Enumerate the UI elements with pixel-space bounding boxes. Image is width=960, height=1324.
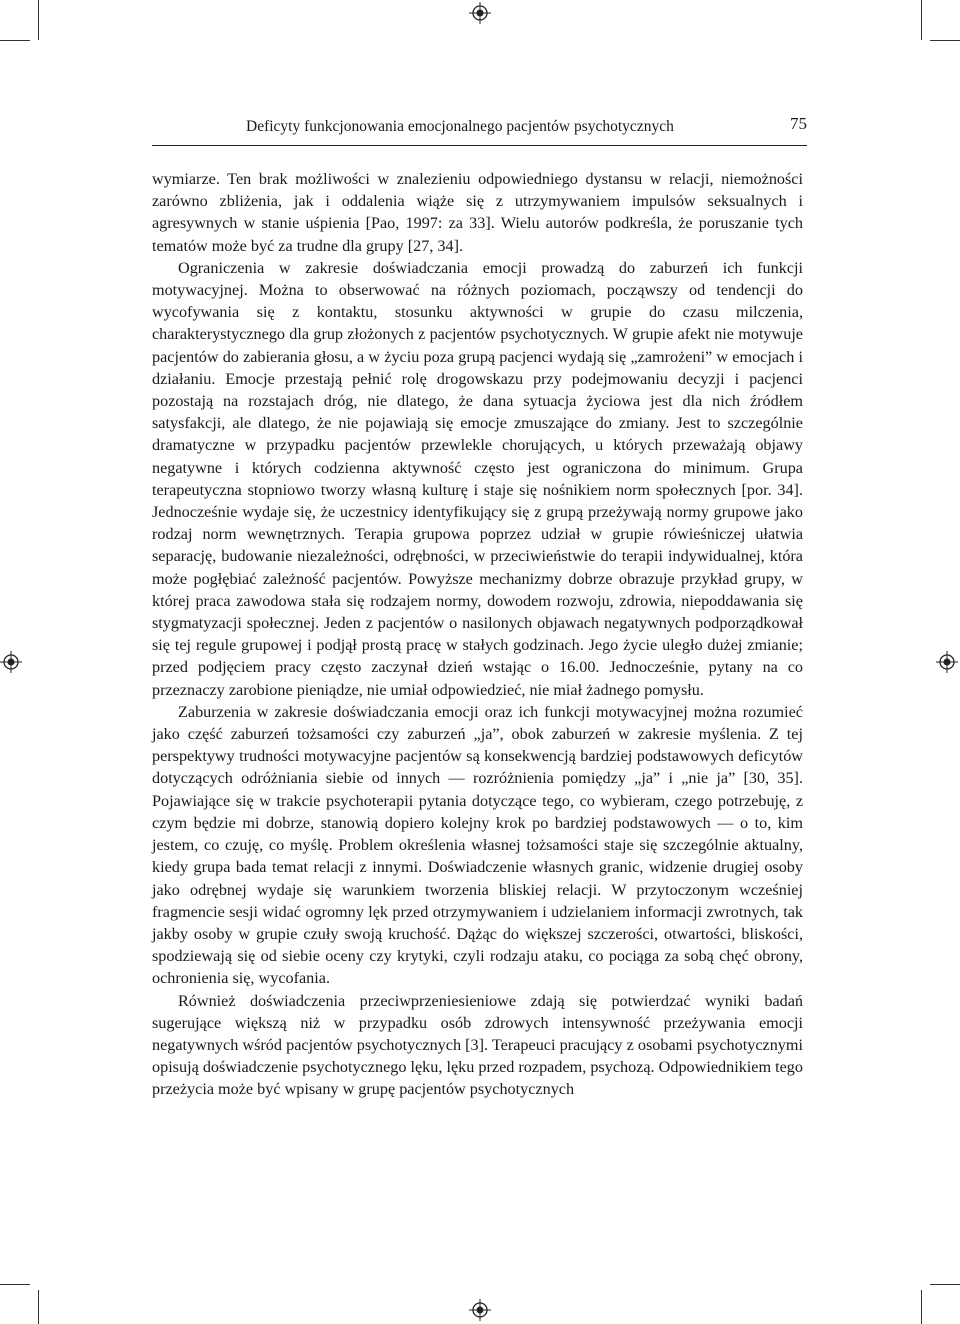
registration-mark-icon [469, 1299, 491, 1321]
registration-mark-icon [0, 651, 22, 673]
paragraph: wymiarze. Ten brak możliwości w znalezieniu odpowiedniego dystansu w relacji, niemożności zarówno zbliżenia, jak i oddalenia wiąże się z utrzymywaniem impulsów seksualnych i agresywnych w stanie uśpienia [Pao, 1997: za 33]. Wielu autorów podkreśla, że poruszanie tych tematów może być za trudne dla grupy [27, 34]. [152, 170, 803, 255]
crop-mark-top-left-horizontal [0, 40, 30, 41]
crop-mark-bottom-right-vertical [921, 1290, 922, 1324]
crop-mark-top-left-vertical [38, 0, 39, 40]
crop-mark-top-right-horizontal [930, 40, 960, 41]
crop-mark-bottom-left-horizontal [0, 1284, 30, 1285]
crop-mark-bottom-right-horizontal [930, 1284, 960, 1285]
body-text [152, 168, 803, 1101]
paragraph: Zaburzenia w zakresie doświadczania emocji oraz ich funkcji motywacyjnej można rozumieć jako część zaburzeń tożsamości czy zaburzeń „ja”, obok zaburzeń w zakresie myślenia. Z tej perspektywy trudności motywacyjne pacjentów są konsekwencją bardziej podstawowych deficytów dotyczących odróżniania siebie od innych — rozróżnienia pomiędzy „ja” i „nie ja” [30, 35]. Pojawiające się w trakcie psychoterapii pytania dotyczące tego, co wybieram, czego potrzebuję, z czym będzie mi dobrze, stanowią dopiero kolejny krok po bardziej podstawowych — o to, kim jestem, co czuję, co myślę. Problem określenia własnej tożsamości staje się szczególnie aktualny, kiedy grupa bada temat relacji z innymi. Doświadczenie własnych granic, widzenie drugiej osoby jako odrębnej wydaje się warunkiem tworzenia bliskiej relacji. W przytoczonym wcześniej fragmencie sesji widać ogromny lęk przed otrzymywaniem i udzielaniem informacji zwrotnych, tak jakby osoby w grupie czuły swoją kruchość. Dążąc do większej szczerości, otwartości, bliskości, spodziewają się od siebie oceny czy krytyki, czyli rodzaju ataku, co pociąga za sobą chęć obrony, ochronienia się, wycofania. [152, 702, 803, 988]
header-rule [152, 145, 807, 146]
crop-mark-bottom-left-vertical [38, 1290, 39, 1324]
registration-mark-icon [469, 2, 491, 24]
running-head: Deficyty funkcjonowania emocjonalnego pacjentów psychotycznych [246, 118, 674, 135]
paragraph: Ograniczenia w zakresie doświadczania emocji prowadzą do zaburzeń ich funkcji motywacyjnej. Można to obserwować na różnych poziomach, począwszy od tendencji do wycofywania się z kontaktu, stosunku aktywności w grupie do czasu milczenia, charakterystycznego dla grup złożonych z pacjentów psychotycznych. W grupie afekt nie motywuje pacjentów do zabierania głosu, a w życiu poza grupą pacjenci wydają się „zamrożeni” w emocjach i działaniu. Emocje przestają pełnić rolę drogowskazu przy podejmowaniu decyzji i pacjenci pozostają na rozstajach dróg, nie dlatego, że dana sytuacja życiowa jest dla nich źródłem satysfakcji, ale dlatego, że nie pojawiają się emocje zmuszające do zmiany. Jest to szczególnie dramatyczne w przypadku pacjentów przewlekle chorujących, u których przeważają objawy negatywne i których codzienna aktywność często jest ograniczona do minimum. Grupa terapeutyczna stopniowo tworzy własną kulturę i staje się nośnikiem norm społecznych [por. 34]. Jednocześnie wydaje się, że uczestnicy identyfikujący się z grupą przeżywają normy grupowe jako rodzaj norm wewnętrznych. Terapia grupowa poprzez udział w grupie rówieśniczej ułatwia separację, budowanie niezależności, odrębności, w przeciwieństwie do terapii indywidualnej, która może pogłębiać zależność pacjentów. Powyższe mechanizmy dobrze obrazuje przykład grupy, w której praca zawodowa stała się rodzajem normy, dowodem rozwoju, zdrowia, niepoddawania się stygmatyzacji społecznej. Jeden z pacjentów o nasilonych objawach negatywnych podporządkował się tej regule grupowej i podjął prostą pracę w stałych godzinach. Jego życie uległo dużej zmianie; przed podjęciem pracy często zaczynał dzień wstając o 16.00. Jednocześnie, pytany na co przeznaczy zarobione pieniądze, nie umiał odpowiedzieć, nie miał żadnego pomysłu. [152, 258, 803, 699]
crop-mark-top-right-vertical [921, 0, 922, 40]
page-header [152, 114, 807, 140]
registration-mark-icon [936, 651, 958, 673]
paragraph: Również doświadczenia przeciwprzeniesieniowe zdają się potwierdzać wyniki badań sugerujące większą niż w przypadku osób zdrowych intensywność przeżywania emocji negatywnych wśród pacjentów psychotycznych [3]. Terapeuci pracujący z osobami psychotycznymi opisują doświadczenie psychotycznego lęku, lęku przed rozpadem, psychozą. Odpowiednikiem tego przeżycia może być wpisany w grupę pacjentów psychotycznych [152, 991, 803, 1099]
page-number: 75 [790, 114, 807, 133]
